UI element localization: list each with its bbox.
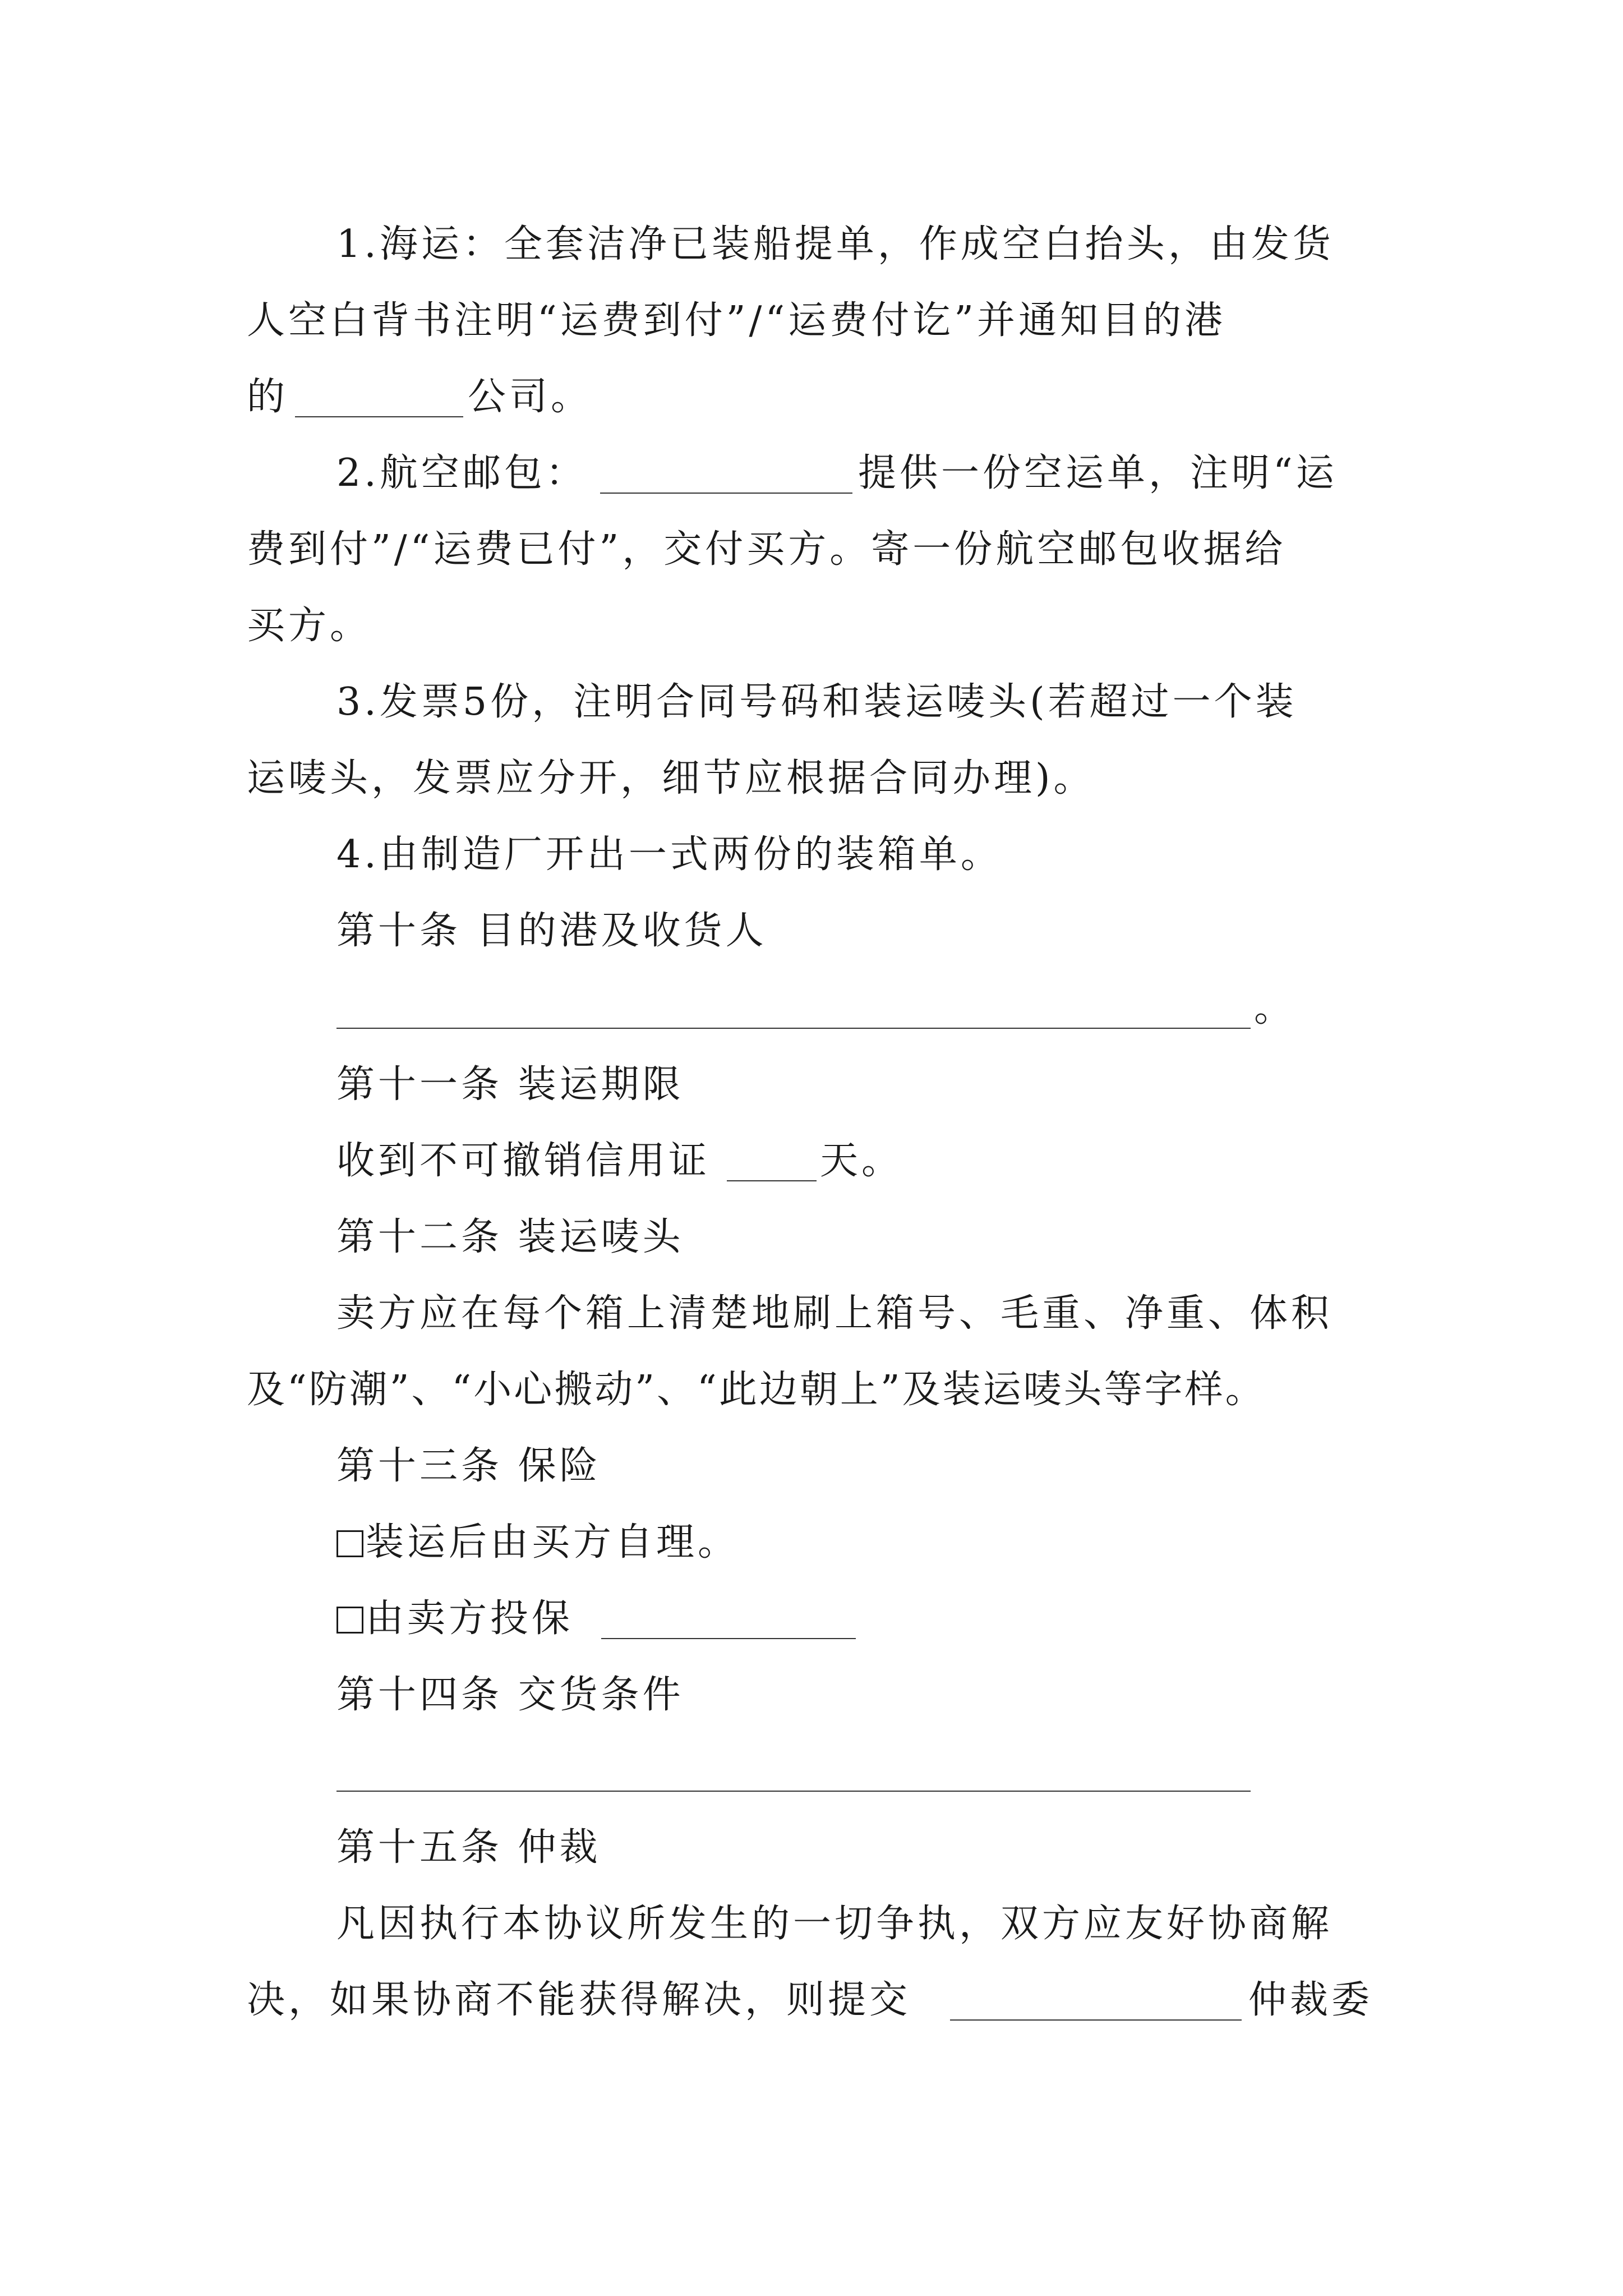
p3-line1: 3.发票5份，注明合同号码和装运唛头(若超过一个装 — [336, 680, 1297, 724]
blank-airmail — [600, 493, 852, 494]
art15-line2a: 决，如果协商不能获得解决，则提交 — [247, 1978, 911, 2022]
p2-line1b: 提供一份空运单，注明“运 — [858, 451, 1338, 495]
art11-line-a: 收到不可撤销信用证 — [336, 1139, 711, 1183]
art13-option1-label: 装运后由买方自理。 — [366, 1520, 740, 1565]
art12-line2: 及“防潮”、“小心搬动”、“此边朝上”及装运唛头等字样。 — [247, 1368, 1266, 1412]
checkbox-seller-insurance[interactable] — [336, 1607, 363, 1634]
checkbox-buyer-insurance[interactable] — [336, 1530, 363, 1557]
art15-line1: 凡因执行本协议所发生的一切争执，双方应友好协商解 — [336, 1902, 1333, 1946]
blank-company — [295, 416, 463, 417]
blank-insurance — [601, 1638, 856, 1639]
art13-title: 第十三条 保险 — [336, 1444, 601, 1488]
art10-end: 。 — [1254, 986, 1296, 1030]
art11-line-b: 天。 — [820, 1139, 903, 1183]
p1-line3a: 的 — [247, 375, 289, 419]
p2-line3: 买方。 — [247, 604, 372, 648]
art12-title: 第十二条 装运唛头 — [336, 1215, 684, 1259]
p1-line2: 人空白背书注明“运费到付”/“运费付讫”并通知目的港 — [247, 298, 1226, 343]
blank-destination — [336, 1028, 1251, 1029]
p1-line1: 1.海运：全套洁净已装船提单，作成空白抬头，由发货 — [336, 222, 1334, 266]
art13-option2-label: 由卖方投保 — [366, 1596, 574, 1641]
art10-title: 第十条 目的港及收货人 — [336, 909, 767, 953]
blank-arbitration — [950, 2019, 1242, 2021]
blank-days — [727, 1180, 817, 1181]
art14-title: 第十四条 交货条件 — [336, 1673, 684, 1717]
art11-title: 第十一条 装运期限 — [336, 1062, 684, 1107]
p2-line1a: 2.航空邮包： — [336, 451, 587, 495]
p1-line3b: 公司。 — [468, 375, 593, 419]
p3-line2: 运唛头，发票应分开，细节应根据合同办理)。 — [247, 756, 1095, 800]
art13-option1 — [336, 1520, 740, 1565]
blank-delivery-terms — [336, 1791, 1251, 1792]
art13-option2 — [336, 1596, 574, 1641]
art15-line2b: 仲裁委 — [1248, 1978, 1373, 2022]
p4-line: 4.由制造厂开出一式两份的装箱单。 — [336, 832, 1002, 877]
art12-line1: 卖方应在每个箱上清楚地刷上箱号、毛重、净重、体积 — [336, 1291, 1333, 1336]
p2-line2: 费到付”/“运费已付”，交付买方。寄一份航空邮包收据给 — [247, 527, 1287, 572]
art15-title: 第十五条 仲裁 — [336, 1825, 601, 1870]
